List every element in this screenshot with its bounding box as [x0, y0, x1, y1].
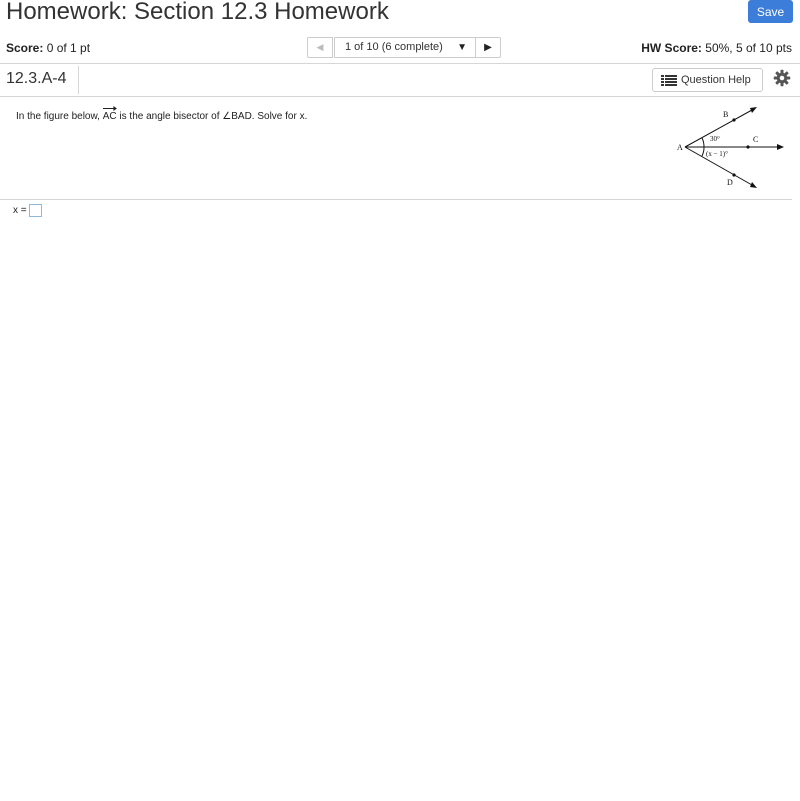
score-label: Score:: [6, 41, 44, 55]
angle-bisector-figure: [677, 105, 760, 195]
question-position: 1 of 10 (6 complete): [345, 41, 443, 53]
hw-score: [641, 41, 792, 55]
question-bar: [0, 64, 800, 97]
ray-arrow-icon: [103, 106, 117, 111]
prompt-text-before: In the figure below,: [16, 111, 100, 122]
ray-ac: [103, 111, 117, 122]
label-b: B: [723, 110, 729, 119]
angle-arc-bottom: [702, 147, 704, 156]
question-score: [6, 41, 90, 55]
score-bar: [0, 34, 800, 64]
page-title: Homework: Section 12.3 Homework: [6, 0, 389, 25]
point-b: [732, 118, 735, 121]
next-question-button[interactable]: [475, 37, 501, 58]
point-c: [746, 145, 749, 148]
answer-row: [13, 205, 27, 216]
question-id: 12.3.A-4: [6, 70, 67, 87]
ray-label: AC: [102, 111, 117, 122]
prompt-text-after: is the angle bisector of ∠BAD. Solve for x.: [119, 111, 308, 122]
question-select[interactable]: [334, 37, 476, 58]
caret-down-icon: ▼: [457, 42, 467, 53]
label-c: C: [753, 135, 759, 144]
angle-bottom-label: (x − 1)°: [706, 150, 728, 158]
score-value: 0 of 1 pt: [46, 41, 91, 55]
save-button[interactable]: Save: [748, 0, 793, 23]
point-d: [732, 173, 735, 176]
previous-question-button[interactable]: [307, 37, 333, 58]
arrow-b-icon: [750, 107, 757, 113]
question-area: [0, 97, 792, 200]
gear-icon[interactable]: [773, 69, 791, 87]
question-prompt: [16, 111, 307, 122]
hw-score-value: 50%, 5 of 10 pts: [705, 41, 792, 55]
hw-score-label: HW Score:: [641, 41, 702, 55]
angle-arc-top: [702, 138, 704, 147]
triangle-left-icon: ◀: [316, 42, 324, 52]
divider: [78, 66, 79, 94]
label-d: D: [727, 178, 733, 187]
answer-label: x =: [13, 205, 27, 216]
title-bar: [0, 0, 800, 30]
answer-input[interactable]: [29, 204, 42, 217]
triangle-right-icon: ▶: [484, 42, 492, 53]
arrow-d-icon: [750, 182, 757, 188]
label-a: A: [677, 143, 683, 152]
angle-top-label: 30°: [710, 135, 720, 143]
list-icon: [661, 75, 677, 86]
question-help-label: Question Help: [681, 74, 751, 86]
question-help-button[interactable]: [652, 68, 763, 92]
arrow-c-icon: [777, 144, 784, 150]
